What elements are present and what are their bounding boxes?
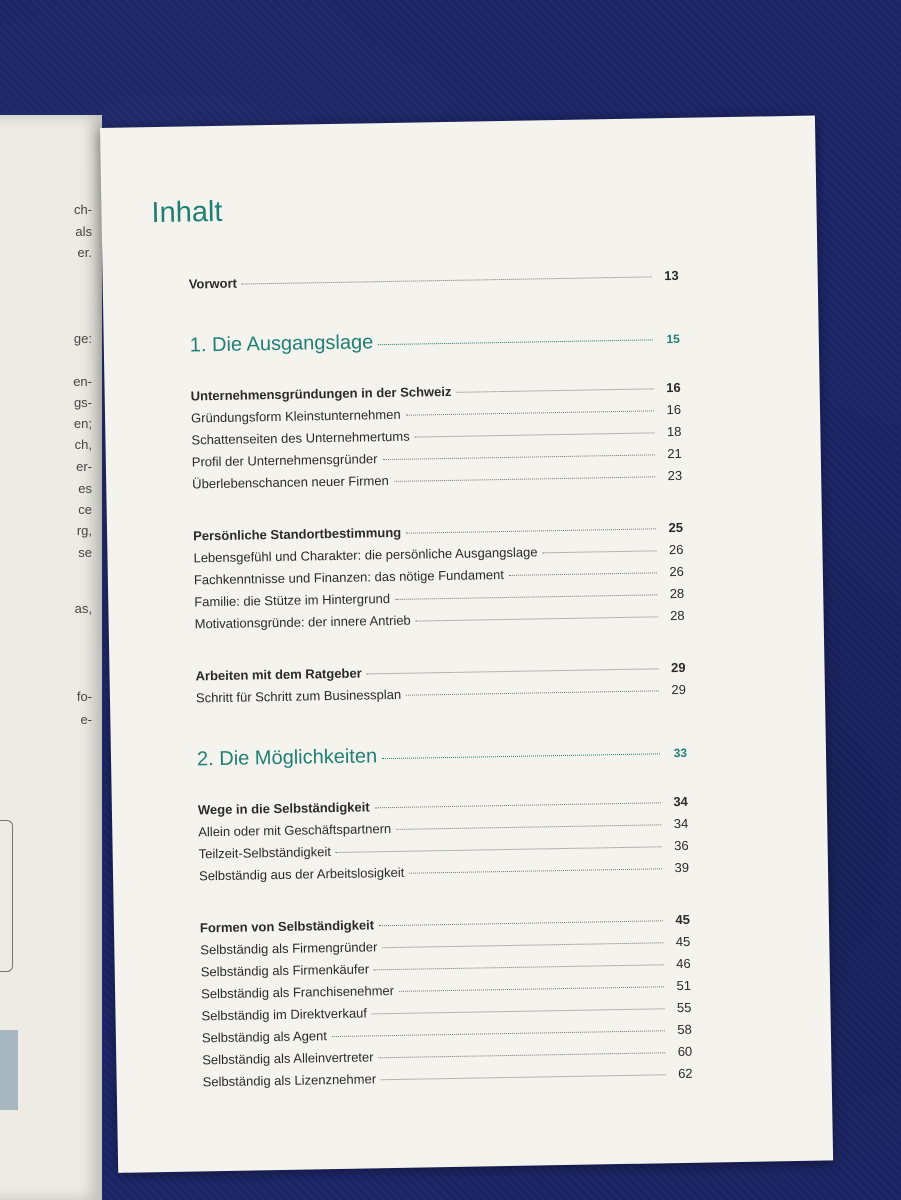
section-heading-label: Arbeiten mit dem Ratgeber <box>195 665 362 684</box>
toc-entry-page: 13 <box>664 267 679 284</box>
dot-leader <box>509 572 657 576</box>
section-heading-label: Unternehmensgründungen in der Schweiz <box>190 383 452 404</box>
dot-leader <box>372 1008 665 1014</box>
toc-entry-label: Motivationsgründe: der innere Antrieb <box>194 612 411 632</box>
toc-entry-label: Selbständig aus der Arbeitslosigkeit <box>198 864 405 884</box>
toc-entry-label: Selbständig als Franchisenehmer <box>200 983 395 1002</box>
toc-entry-page: 28 <box>669 585 685 602</box>
left-page-text: ge: <box>73 331 92 346</box>
dot-leader <box>378 339 653 345</box>
dot-leader <box>396 824 661 830</box>
left-page-text: es <box>78 481 92 496</box>
toc-entry-label: Selbständig als Firmenkäufer <box>200 961 370 980</box>
toc-entry-label: Teilzeit-Selbständigkeit <box>198 844 332 862</box>
left-page <box>0 115 102 1200</box>
toc-entry-page: 60 <box>677 1043 693 1060</box>
left-page-text: ch, <box>74 437 92 452</box>
chapter-page: 33 <box>673 745 688 761</box>
dot-leader <box>406 690 659 695</box>
left-page-text: als <box>75 224 92 239</box>
left-page-text: se <box>78 545 92 560</box>
toc-entry-page: 16 <box>666 401 682 418</box>
toc-entry-label: Vorwort <box>188 275 238 292</box>
section-heading-page: 29 <box>670 659 686 676</box>
toc-entry-label: Familie: die Stütze im Hintergrund <box>194 591 391 610</box>
section-heading-page: 16 <box>666 379 681 396</box>
dot-leader <box>409 868 662 873</box>
dot-leader <box>374 964 664 970</box>
toc-page <box>100 116 833 1173</box>
toc-entry-label: Selbständig als Alleinvertreter <box>202 1049 374 1068</box>
left-page-text: fo- <box>76 689 92 704</box>
toc-entry-page: 45 <box>675 933 691 950</box>
toc-entry-page: 21 <box>667 445 682 462</box>
dot-leader <box>367 668 659 674</box>
left-page-text: rg, <box>76 523 92 538</box>
section-heading-label: Persönliche Standortbestimmung <box>193 524 402 544</box>
toc-entry-label: Allein oder mit Geschäftspartnern <box>198 821 392 840</box>
toc-entry-page: 55 <box>676 999 692 1016</box>
toc-entry-label: Schattenseiten des Unternehmertums <box>191 428 410 448</box>
dot-leader <box>383 454 655 460</box>
toc-entry-page: 26 <box>668 541 684 558</box>
section-heading-label: Wege in die Selbständigkeit <box>197 799 370 818</box>
left-page-text: gs- <box>73 395 92 410</box>
dot-leader <box>399 986 664 992</box>
toc-entry-label: Schritt für Schritt zum Businessplan <box>195 686 402 706</box>
toc-entry-label: Lebensgefühl und Charakter: die persönliche Ausgangslage <box>193 544 538 566</box>
toc-entry-label: Profil der Unternehmensgründer <box>191 451 378 470</box>
dot-leader <box>394 476 655 482</box>
toc-entry-label: Selbständig als Firmengründer <box>200 939 378 958</box>
dot-leader <box>381 1074 666 1080</box>
dot-leader <box>242 276 652 284</box>
page-title: Inhalt <box>151 195 223 230</box>
toc-entry-label: Selbständig im Direktverkauf <box>201 1005 368 1024</box>
toc-entry-page: 26 <box>669 563 684 580</box>
toc-entry-page: 36 <box>674 837 689 854</box>
toc-entry-page: 29 <box>671 681 687 698</box>
left-page-text: en- <box>73 374 92 389</box>
left-page-text: en; <box>73 416 92 431</box>
left-page-text: ch- <box>73 202 92 217</box>
toc-entry-page: 46 <box>676 955 691 972</box>
toc-list <box>189 268 693 1096</box>
dot-leader <box>382 753 660 759</box>
left-page-text: er. <box>77 245 92 260</box>
chapter-page: 15 <box>666 331 680 347</box>
dot-leader <box>543 550 657 553</box>
toc-entry-page: 23 <box>667 467 683 484</box>
toc-entry-page: 18 <box>666 423 682 440</box>
dot-leader <box>415 432 655 437</box>
left-page-bar <box>0 1030 18 1110</box>
section-heading-page: 34 <box>673 793 688 810</box>
toc-entry-page: 39 <box>674 859 690 876</box>
toc-entry-label: Selbständig als Lizenznehmer <box>202 1071 377 1090</box>
dot-leader <box>375 802 661 808</box>
toc-entry-page: 62 <box>677 1065 693 1082</box>
dot-leader <box>456 388 653 392</box>
chapter-title: 1. Die Ausgangslage <box>189 331 374 357</box>
dot-leader <box>379 920 663 926</box>
toc-entry-page: 58 <box>677 1021 692 1038</box>
chapter-title: 2. Die Möglichkeiten <box>196 745 378 771</box>
toc-entry-page: 28 <box>669 607 685 624</box>
toc-entry-label: Überlebenschancen neuer Firmen <box>192 473 389 492</box>
dot-leader <box>332 1030 665 1037</box>
toc-entry-label: Selbständig als Agent <box>201 1028 328 1046</box>
section-heading-label: Formen von Selbständigkeit <box>199 917 375 936</box>
section-heading-page: 45 <box>675 911 691 928</box>
dot-leader <box>382 942 663 948</box>
toc-entry-label: Fachkenntnisse und Finanzen: das nötige Fundament <box>193 567 505 588</box>
toc-entry-page: 34 <box>673 815 689 832</box>
left-page-text: ce <box>78 502 92 517</box>
left-page-text: as, <box>74 601 92 616</box>
toc-entry-label: Gründungsform Kleinstunternehmen <box>190 406 401 426</box>
toc-entry-page: 51 <box>676 977 692 994</box>
dot-leader <box>336 846 662 853</box>
dot-leader <box>379 1052 666 1058</box>
dot-leader <box>416 616 658 621</box>
dot-leader <box>406 528 656 533</box>
section-heading-page: 25 <box>668 519 684 536</box>
left-page-text: er- <box>76 459 92 474</box>
left-page-text: e- <box>80 712 92 727</box>
dot-leader <box>395 594 657 600</box>
dot-leader <box>406 410 654 415</box>
left-page-box <box>0 820 13 972</box>
